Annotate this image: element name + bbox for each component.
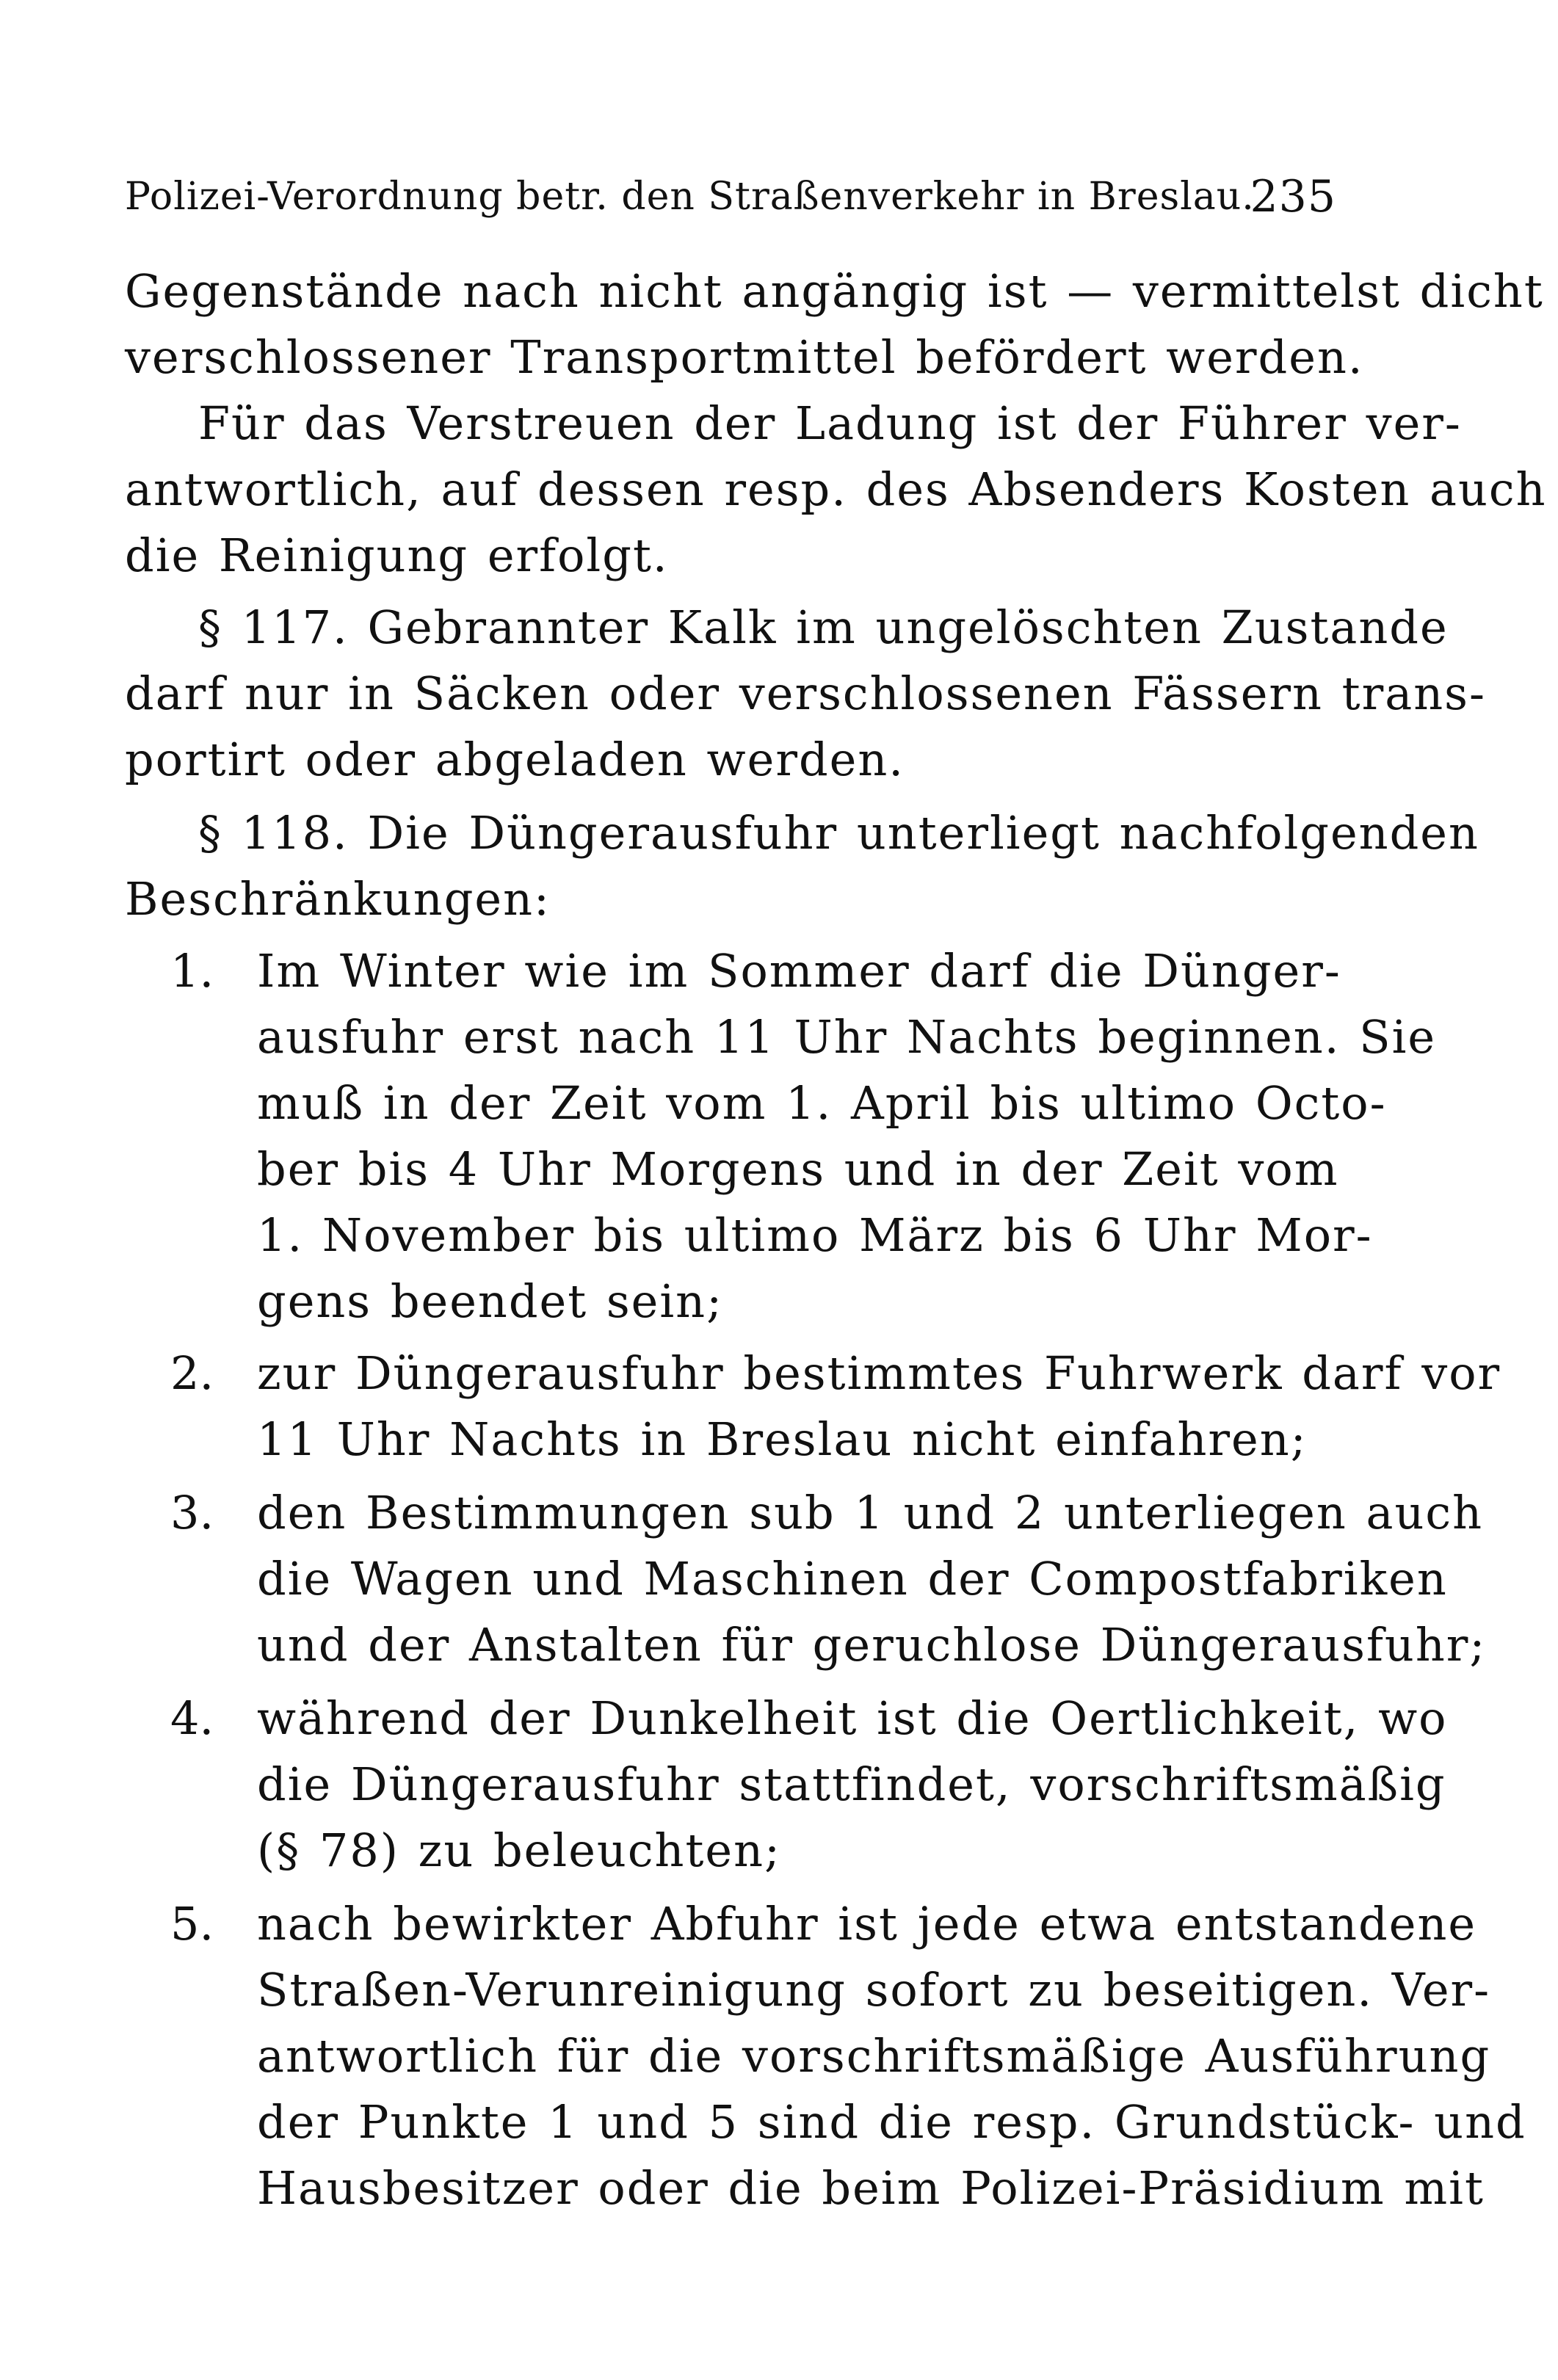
list-item-line: ausfuhr erst nach 11 Uhr Nachts beginnen. Sie [257,1010,1437,1064]
list-item-line: 11 Uhr Nachts in Breslau nicht einfahren; [257,1412,1308,1466]
list-item-line: nach bewirkter Abfuhr ist jede etwa entstandene [257,1897,1477,1951]
list-item-line: 1. November bis ultimo März bis 6 Uhr Mor- [257,1208,1373,1262]
list-item-number: 5. [170,1897,214,1951]
text-line: darf nur in Säcken oder verschlossenen Fässern trans- [125,667,1486,720]
list-item-line: muß in der Zeit vom 1. April bis ultimo Octo- [257,1076,1387,1130]
list-item-line: ber bis 4 Uhr Morgens und in der Zeit vom [257,1142,1339,1196]
section-117-line: § 117. Gebrannter Kalk im ungelöschten Zustande [198,601,1449,654]
list-item-line: zur Düngerausfuhr bestimmtes Fuhrwerk darf vor [257,1346,1501,1400]
list-item-line: (§ 78) zu beleuchten; [257,1824,781,1877]
list-item-line: gens beendet sein; [257,1274,723,1328]
list-item-line: während der Dunkelheit ist die Oertlichkeit, wo [257,1691,1448,1745]
text-line: antwortlich, auf dessen resp. des Absenders Kosten auch [125,462,1547,516]
text-line: Gegenstände nach nicht angängig ist — vermittelst dicht [125,264,1544,318]
list-item-number: 4. [170,1691,214,1745]
list-item-line: die Wagen und Maschinen der Compostfabriken [257,1552,1448,1606]
list-item-line: Hausbesitzer oder die beim Polizei-Präsidium mit [257,2161,1485,2215]
list-item-number: 1. [170,944,214,998]
list-item-line: Straßen-Verunreinigung sofort zu beseitigen. Ver- [257,1963,1491,2017]
list-item-line: den Bestimmungen sub 1 und 2 unterliegen auch [257,1486,1484,1539]
list-item-line: der Punkte 1 und 5 sind die resp. Grundstück- und [257,2095,1526,2149]
list-item-number: 2. [170,1346,214,1400]
list-item-line: Im Winter wie im Sommer darf die Dünger- [257,944,1341,998]
text-line: Für das Verstreuen der Ladung ist der Führer ver- [198,396,1462,450]
text-line: Beschränkungen: [125,872,551,926]
text-line: die Reinigung erfolgt. [125,529,669,582]
page-number: 235 [1250,171,1336,222]
list-item-number: 3. [170,1486,214,1539]
running-head: Polizei-Verordnung betr. den Straßenverkehr in Breslau. [125,175,1255,219]
list-item-line: antwortlich für die vorschriftsmäßige Ausführung [257,2029,1491,2083]
text-line: portirt oder abgeladen werden. [125,733,905,786]
text-line: verschlossener Transportmittel befördert werden. [125,330,1364,384]
list-item-line: die Düngerausfuhr stattfindet, vorschriftsmäßig [257,1757,1446,1811]
section-118-line: § 118. Die Düngerausfuhr unterliegt nachfolgenden [198,806,1479,860]
list-item-line: und der Anstalten für geruchlose Düngerausfuhr; [257,1618,1487,1672]
page-header [125,167,1336,226]
